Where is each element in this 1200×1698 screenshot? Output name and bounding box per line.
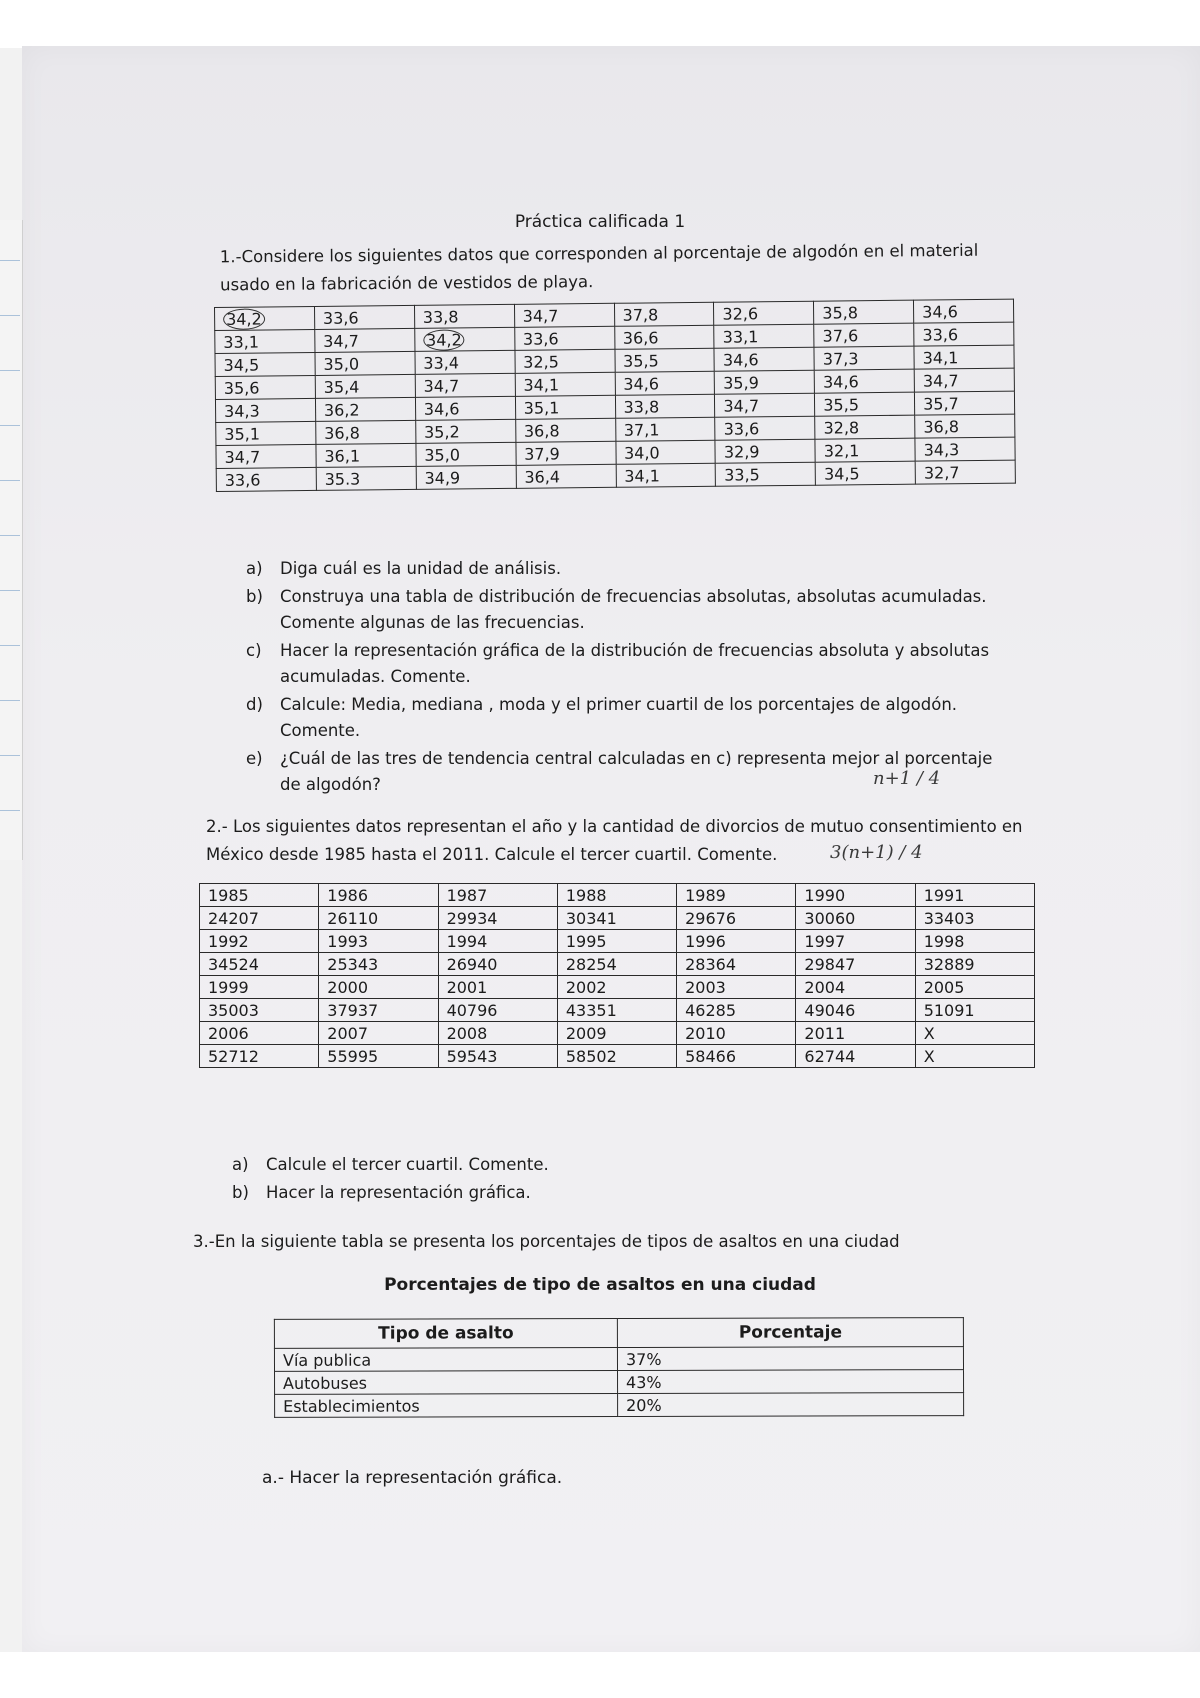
table-cell: 34,7 — [715, 393, 815, 417]
table-cell: 37937 — [319, 999, 438, 1022]
table-cell: 35,4 — [315, 374, 415, 398]
table-cell: 34,1 — [914, 345, 1014, 369]
table-cell: 34,6 — [415, 396, 515, 420]
assault-table-row — [275, 1370, 964, 1395]
list-item-text: Diga cuál es la unidad de análisis. — [280, 559, 562, 578]
cotton-data-table — [214, 299, 1016, 492]
divorce-table-row — [200, 930, 1035, 953]
table-cell: 35003 — [200, 999, 319, 1022]
table-cell: 34,7 — [415, 373, 515, 397]
table-cell: 37,3 — [814, 346, 914, 370]
table-cell: 2003 — [677, 976, 796, 999]
handwritten-fraction-note: n+1 / 4 — [873, 768, 941, 789]
table-cell: 34,5 — [215, 352, 315, 376]
table-cell: 33,1 — [714, 324, 814, 348]
table-cell: 34,1 — [616, 463, 716, 487]
table-cell: 33,6 — [914, 322, 1014, 346]
question-2-items — [232, 1152, 932, 1208]
table-cell: 1988 — [557, 884, 676, 907]
table-cell: 34,7 — [315, 328, 415, 352]
table-cell: 1998 — [915, 930, 1034, 953]
table-cell: 34524 — [200, 953, 319, 976]
table-cell: 52712 — [200, 1045, 319, 1068]
table-cell: 36,4 — [516, 464, 616, 488]
table-cell: X — [915, 1022, 1034, 1045]
table-cell: 46285 — [677, 999, 796, 1022]
table-cell: 35.3 — [316, 466, 416, 490]
table-cell: 33,6 — [216, 467, 316, 491]
divorce-table-row — [200, 1022, 1035, 1045]
divorce-data-table — [199, 883, 1035, 1068]
table-cell: 24207 — [200, 907, 319, 930]
table-cell: Vía publica — [274, 1348, 617, 1372]
table-cell: 33,6 — [715, 416, 815, 440]
table-cell: 1986 — [319, 884, 438, 907]
question-3-text: 3.-En la siguiente tabla se presenta los porcentajes de tipos de asaltos en una ciudad — [193, 1232, 900, 1251]
table-cell: 33,6 — [314, 305, 414, 329]
table-cell: 35,1 — [515, 395, 615, 419]
circled-value: 34,2 — [223, 308, 265, 329]
table-cell: 36,8 — [915, 414, 1015, 438]
assault-types-table — [274, 1317, 964, 1418]
table-cell: 35,0 — [315, 351, 415, 375]
table-cell: 34,6 — [714, 347, 814, 371]
table-cell: 35,2 — [415, 419, 515, 443]
table-cell: 35,6 — [215, 375, 315, 399]
table-cell: 28364 — [677, 953, 796, 976]
table-cell: 32,9 — [715, 439, 815, 463]
table-cell: 34,0 — [615, 440, 715, 464]
table-cell: 34,6 — [814, 369, 914, 393]
table-cell: 1997 — [796, 930, 915, 953]
table-cell: 1999 — [200, 976, 319, 999]
table-cell: 2009 — [557, 1022, 676, 1045]
assault-table-row — [275, 1393, 964, 1418]
table-cell: 26940 — [438, 953, 557, 976]
list-item — [246, 638, 1006, 690]
table-cell: 35,1 — [216, 421, 316, 445]
page-title: Práctica calificada 1 — [514, 212, 686, 232]
list-item — [246, 692, 1006, 744]
table-cell: 35,7 — [915, 391, 1015, 415]
table-cell: 62744 — [796, 1045, 915, 1068]
list-item-text: Calcule: Media, mediana , moda y el primer cuartil de los porcentajes de algodón. Comente. — [280, 695, 958, 740]
question-1-items — [246, 556, 1006, 800]
divorce-table-row — [200, 884, 1035, 907]
header-porcentaje: Porcentaje — [617, 1318, 963, 1348]
table-cell: 29676 — [677, 907, 796, 930]
table-cell: 2001 — [438, 976, 557, 999]
table-cell: 33,8 — [615, 394, 715, 418]
table-cell: 25343 — [319, 953, 438, 976]
table-cell: 58502 — [557, 1045, 676, 1068]
table-cell: 34,6 — [615, 371, 715, 395]
table-cell — [414, 327, 514, 351]
table-cell: 33,4 — [415, 350, 515, 374]
table-cell: 30060 — [796, 907, 915, 930]
table-cell: 2010 — [677, 1022, 796, 1045]
table-cell: 37,6 — [814, 323, 914, 347]
table-cell: 33403 — [915, 907, 1034, 930]
circled-value: 34,2 — [423, 329, 465, 350]
table-cell: 35,5 — [815, 392, 915, 416]
table-cell — [215, 306, 315, 330]
question-2-text: 2.- Los siguientes datos representan el año y la cantidad de divorcios de mutuo consentimiento en México desde 1985 hasta el 2011. Calcule el tercer cuartil. Comente. — [206, 817, 1023, 864]
list-item-text: Hacer la representación gráfica. — [266, 1183, 531, 1202]
table-cell: 1992 — [200, 930, 319, 953]
table-cell: 1995 — [557, 930, 676, 953]
list-item — [232, 1152, 932, 1178]
table-cell: 32889 — [915, 953, 1034, 976]
table-cell: 40796 — [438, 999, 557, 1022]
table-cell: 36,8 — [316, 420, 416, 444]
table-cell: 32,6 — [714, 301, 814, 325]
table-cell: 34,9 — [416, 465, 516, 489]
table-cell: 35,9 — [715, 370, 815, 394]
table-cell: 33,6 — [514, 326, 614, 350]
table-cell: 37,1 — [615, 417, 715, 441]
table-cell: 36,6 — [614, 325, 714, 349]
table-cell: 34,3 — [915, 437, 1015, 461]
table-cell: X — [915, 1045, 1034, 1068]
table-cell: 32,1 — [815, 438, 915, 462]
divorce-table-row — [200, 1045, 1035, 1068]
table-cell: 29934 — [438, 907, 557, 930]
table-cell: 34,3 — [215, 398, 315, 422]
list-item-marker: a) — [246, 559, 263, 578]
table-cell: 36,2 — [315, 397, 415, 421]
table-cell: 32,7 — [915, 460, 1015, 484]
list-item-text: ¿Cuál de las tres de tendencia central calculadas en c) representa mejor al porcentaje de algodón? — [280, 749, 993, 794]
table-cell: 32,8 — [815, 415, 915, 439]
table-cell: 2005 — [915, 976, 1034, 999]
divorce-table-row — [200, 953, 1035, 976]
table-cell: 1993 — [319, 930, 438, 953]
divorce-table-row — [200, 976, 1035, 999]
table-cell: 34,1 — [515, 372, 615, 396]
table-cell: 34,7 — [514, 303, 614, 327]
list-item-marker: a) — [232, 1155, 249, 1174]
table-cell: 33,5 — [716, 462, 816, 486]
table-cell: 26110 — [319, 907, 438, 930]
table-cell: 2008 — [438, 1022, 557, 1045]
table-cell: 58466 — [677, 1045, 796, 1068]
table-cell: 36,1 — [316, 443, 416, 467]
table-caption: Porcentajes de tipo de asaltos en una ciudad — [384, 1275, 816, 1295]
table-cell: Autobuses — [275, 1371, 618, 1395]
table-cell: 1996 — [677, 930, 796, 953]
handwritten-quartile-note: 3(n+1) / 4 — [830, 842, 923, 863]
list-item-text: Construya una tabla de distribución de frecuencias absolutas, absolutas acumuladas. Comente algunas de las frecuencias. — [280, 587, 987, 632]
table-cell: 59543 — [438, 1045, 557, 1068]
table-cell: 1985 — [200, 884, 319, 907]
list-item — [246, 556, 1006, 582]
table-cell: 30341 — [557, 907, 676, 930]
divorce-table-row — [200, 999, 1035, 1022]
table-cell: Establecimientos — [275, 1394, 618, 1418]
table-cell: 20% — [618, 1393, 964, 1417]
table-cell: 2006 — [200, 1022, 319, 1045]
table-cell: 1987 — [438, 884, 557, 907]
list-item-marker: e) — [246, 749, 263, 768]
table-cell: 34,7 — [914, 368, 1014, 392]
table-cell: 28254 — [557, 953, 676, 976]
table-cell: 33,8 — [414, 304, 514, 328]
list-item-marker: d) — [246, 695, 263, 714]
table-cell: 2007 — [319, 1022, 438, 1045]
list-item-text: Hacer la representación gráfica de la distribución de frecuencias absoluta y absolutas acumuladas. Comente. — [280, 641, 990, 686]
question-1-text: 1.-Considere los siguientes datos que corresponden al porcentaje de algodón en el material usado en la fabricación de vestidos de playa. — [219, 240, 979, 295]
list-item-text: Calcule el tercer cuartil. Comente. — [266, 1155, 549, 1174]
assault-table-row — [274, 1347, 963, 1372]
list-item — [232, 1180, 932, 1206]
table-cell: 32,5 — [515, 349, 615, 373]
table-cell: 43% — [618, 1370, 964, 1394]
table-cell: 37,8 — [614, 302, 714, 326]
table-cell: 2011 — [796, 1022, 915, 1045]
table-cell: 2000 — [319, 976, 438, 999]
table-cell: 35,5 — [614, 348, 714, 372]
table-cell: 34,6 — [914, 299, 1014, 323]
table-cell: 33,1 — [215, 329, 315, 353]
list-item-marker: c) — [246, 641, 262, 660]
header-tipo: Tipo de asalto — [274, 1319, 617, 1349]
table-cell: 29847 — [796, 953, 915, 976]
table-cell: 1990 — [796, 884, 915, 907]
table-cell: 1989 — [677, 884, 796, 907]
list-item-marker: b) — [232, 1183, 249, 1202]
table-cell: 36,8 — [515, 418, 615, 442]
table-cell: 2004 — [796, 976, 915, 999]
table-cell: 35,0 — [416, 442, 516, 466]
table-cell: 49046 — [796, 999, 915, 1022]
table-cell: 35,8 — [814, 300, 914, 324]
table-cell: 1994 — [438, 930, 557, 953]
divorce-table-row — [200, 907, 1035, 930]
question-3-subitem: a.- Hacer la representación gráfica. — [262, 1468, 563, 1488]
table-cell: 34,5 — [815, 461, 915, 485]
table-cell: 2002 — [557, 976, 676, 999]
table-cell: 37% — [617, 1347, 963, 1371]
table-cell: 1991 — [915, 884, 1034, 907]
table-cell: 51091 — [915, 999, 1034, 1022]
table-cell: 34,7 — [216, 444, 316, 468]
table-cell: 37,9 — [516, 441, 616, 465]
table-cell: 43351 — [557, 999, 676, 1022]
list-item-marker: b) — [246, 587, 263, 606]
list-item — [246, 584, 1006, 636]
table-cell: 55995 — [319, 1045, 438, 1068]
